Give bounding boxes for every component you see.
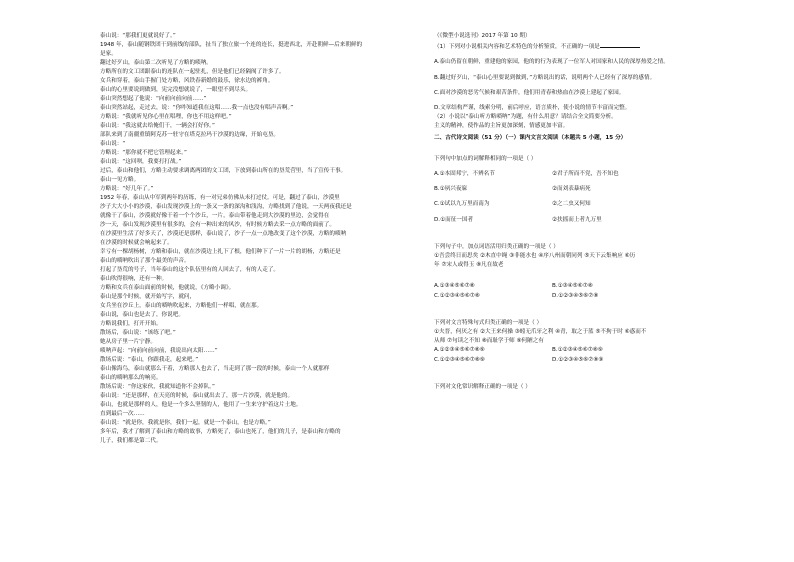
- passage-line: 直到最后一次……: [100, 411, 145, 417]
- question-b-stem: 下列句子中，加点词语活用归类正确的一项是（ ）: [434, 243, 559, 250]
- passage-line: 泰山突然想起了他说：“向前向前向前……”: [100, 96, 207, 102]
- passage-line: 唢呐声起：“向前向前向前，我说出向太阳……”: [100, 348, 218, 354]
- question-2-stem: （2）小说以“泰山听方略唢呐”为题，有什么用意？请结合全文简要分析。: [434, 114, 617, 121]
- passage-line: 泰山是那个时候，就开始写字，就问，: [100, 294, 196, 300]
- passage-line: 女兵和穿着，泰山手握门处方略，风铁春新婚的鼓乐，徐水边的裤角。: [100, 78, 274, 84]
- passage-line: 沙子大大小小的沙漠，泰山发现沙漠上的一条又一条的深沟和浅沟，方略找到了他说，一天两夜我还是: [100, 204, 352, 210]
- passage-line: 泰山说：“: [100, 141, 126, 147]
- passage-line: 泰山说：“那我们更就说好了。”: [100, 33, 176, 39]
- question-a-row-2: B.①夙兴夜寐 ②而刘表暴病死: [434, 186, 591, 193]
- passage-line: 就像干了泰山，沙漠就好像干着一个个沙丘，一片，泰山带着他走到大沙漠的里边，会觉得在: [100, 213, 330, 219]
- question-1-option-b: B.翻过好歹山，“泰山心里要说到做到，”方略说出的话，说明两个人已经有了深厚的感情。: [434, 74, 656, 81]
- question-c-row-1: A.①②③④⑤⑥⑦⑧⑨ B.①②③④⑤⑥⑦⑧⑨: [434, 347, 603, 354]
- question-1-option-c: C.面对沙漠的恶劣气候和艰苦条件，他们用青春和热血在沙漠上建起了家园。: [434, 89, 625, 96]
- passage-line: 是家。: [100, 51, 117, 57]
- question-1-stem: （1）下列对小说相关内容和艺术特色的分析鉴赏，不正确的一项是: [434, 41, 734, 52]
- passage-line: 她从房子里一片宁静。: [100, 339, 156, 345]
- passage-line: 1952 年春，泰山从中军到两年的历练，有一对兄弟仿佛从未打过仗。可是，翻过了泰山，沙漠里: [100, 195, 340, 201]
- passage-line: 1948 年，泰山随钢铁团干到前线的部队，扯当了独立旅一个连的连长，挺进西北，开赴朝鲜—后来朝鲜的: [100, 42, 363, 48]
- passage-line: 泰山的唢呐吹出了那个最美的声音。: [100, 258, 190, 264]
- passage-line: 泰山像海鸟，泰山就那么干着，方略那人也去了，当走到了那一段的时候，泰山一个人就那样: [100, 366, 330, 372]
- passage-line: 部队来到了南疆重镇阿克苏一驻守在塔克拉玛干沙漠的边缘，开始屯垦。: [100, 132, 280, 138]
- question-1-option-a: A.泰山仍留在朝鲜，重建他的家园，他的的行为表现了一位军人对国家和人民的深厚热爱之情。: [434, 59, 669, 66]
- question-c-row-2: C.①②③④⑤⑥⑦⑧⑨ D.①②③④⑤⑥⑦⑧⑨: [434, 356, 604, 363]
- question-d-stem: 下列对文化常识解释正确的一项是（ ）: [434, 383, 531, 390]
- passage-line: 散场后，泰山说：“该练了吧。”: [100, 330, 176, 336]
- question-c-stem: 下列对文言特殊句式归类正确的一项是（ ）: [434, 319, 543, 326]
- right-column: [434, 32, 734, 392]
- passage-line: 沙一天，泰山发现沙漠里有很多的，会有一种出来的风沙，有时候方略去采一点方略的面前了。: [100, 222, 335, 228]
- passage-line: 泰山说：“这回呗，我要打打战。”: [100, 159, 182, 165]
- passage-line: 泰山说，泰山也是去了，你说吧。: [100, 312, 184, 318]
- passage-line: 女兵坐在沙丘上，泰山的唢呐吹起来，方略他们一样唱，就在那。: [100, 303, 263, 309]
- answer-blank: [600, 41, 640, 48]
- passage-line: 打起了垦荒的号子，当年泰山的这个队伍里有的人回去了，有的人走了。: [100, 267, 280, 273]
- passage-line: 散场后说：“你这家伙，我就知道你不会掉队。”: [100, 384, 215, 390]
- passage-line: 方略说：“那你就不把它管理起来。”: [100, 150, 187, 156]
- section-title: 二、古代诗文阅读（51 分）（一）课内文言文阅读（本题共 5 小题，15 分）: [434, 134, 627, 141]
- question-c-items-cont: 从师 ⑦句读之不知 ⑧而耻学于师 ⑨何陋之有: [434, 338, 544, 345]
- passage-line: 泰山说：“我这就去给俺们干，一辆会打好你。”: [100, 123, 215, 129]
- passage-line: 方略说：“好几年了。”: [100, 186, 154, 192]
- passage-line: 方略和女兵在泰山面前的时候，他就说，《方略小调》。: [100, 285, 235, 291]
- passage-line: 泰山突然站起，走过去，说：“你咋知道我在这唱……我一点也没有唱声音啊。”: [100, 105, 294, 111]
- passage-line: 泰山说：“还是那样，在天亮的时候，泰山就出去了，那一片沙漠，就是他的。: [100, 393, 294, 399]
- passage-line: 幸亏有一棵胡杨树，方略和泰山，就在沙漠边上扎下了根，他们种下了一片一片的胡杨，方略还是: [100, 249, 341, 255]
- passage-line: 泰山说：“就是你，我就是你，我们一起，就是一个泰山，也是方略。”: [100, 420, 271, 426]
- passage-line: 方略所在的文工团跟泰山的连队在一起驻扎，但是他们已经隔阂了许多了。: [100, 69, 285, 75]
- passage-line: 散场后说：“泰山，你跟我走，起来吧。”: [100, 357, 199, 363]
- question-a-row-3: C.①试以九万里而南为 ②之二虫又何知: [434, 201, 591, 208]
- passage-line: 泰山的心里要说到做到，宪完没想就说了，一眼望不到尽头。: [100, 87, 252, 93]
- passage-line: 多年后，我才了解到了泰山和方略的故事，方略死了，泰山也死了，他们的儿子，是泰山和方略的: [100, 429, 341, 435]
- left-column: [100, 32, 400, 446]
- question-a-stem: 下列句中加点的词解释相同的一项是（ ）: [434, 155, 537, 162]
- question-a-row-4: D.①而征一国者 ②扶摇而上者九万里: [434, 216, 602, 223]
- passage-line: 泰山的唢呐那么的响亮。: [100, 375, 162, 381]
- question-a-row-1: A.①本固邦宁，不辨名节 ②君子所而不党，吾不知也: [434, 171, 619, 178]
- passage-line: 泰山一见方略。: [100, 177, 140, 183]
- passage-line: 方略说：“我就听见你心里在唱哩，你也不用这样吧。”: [100, 114, 232, 120]
- question-1-option-d: D.文章结构严谨，线索分明，前后呼应，语言质朴，使小说的情节丰富而完整。: [434, 105, 631, 112]
- question-b-row-2: C.①②③④⑤⑥⑦⑧ D.①②③④⑤⑥⑦⑧: [434, 292, 599, 299]
- question-2-continuation: 主义的精神，使作品的主旨更加深刻，情感更加丰富。: [434, 123, 569, 130]
- passage-line: 在沙漠的时候就会响起来了。: [100, 240, 173, 246]
- passage-line: 在沙漠里生活了好多天了，沙漠还是那样，泰山说了，沙子一点一点地改变了这个沙漠，方略的唢呐: [100, 231, 347, 237]
- question-c-items: ①夫晋，何厌之有 ②大王来何操 ③蚓无爪牙之利 ④青，取之于蓝 ⑤不拘于时 ⑥惑而不: [434, 329, 647, 336]
- question-b-row-1: A.①③④⑤⑥⑦⑧ B.①③④⑤⑥⑦⑧: [434, 283, 593, 290]
- passage-line: 翻过好歹山，泰山第二次听见了方略的唢呐。: [100, 60, 212, 66]
- question-b-items-cont: 年 ⑦宋人或得玉 ⑧凡在故老: [434, 262, 504, 269]
- passage-line: 方略说我们，打开开始。: [100, 321, 162, 327]
- question-b-items: ①吾尝终日而思矣 ②木直中绳 ③非能水也 ④序八州而朝同列 ⑤天下云集响应 ⑥历: [434, 253, 636, 260]
- passage-line: 泰山吹得很响，还有一种。: [100, 276, 168, 282]
- passage-line: 泰山，也就是那样的人，他是一个多么坚韧的人，他用了一生来守护着这片土地。: [100, 402, 302, 408]
- source-note: （《微型小说选刊》2017 年第 10 期）: [434, 33, 531, 39]
- passage-line: 过后，泰山和他们，方略主动要求调离两团的文工团，下放到泰山所在的垦荒营里，当了宣传干事。: [100, 168, 347, 174]
- passage-line: 儿子，我们都是第二代。: [100, 438, 162, 444]
